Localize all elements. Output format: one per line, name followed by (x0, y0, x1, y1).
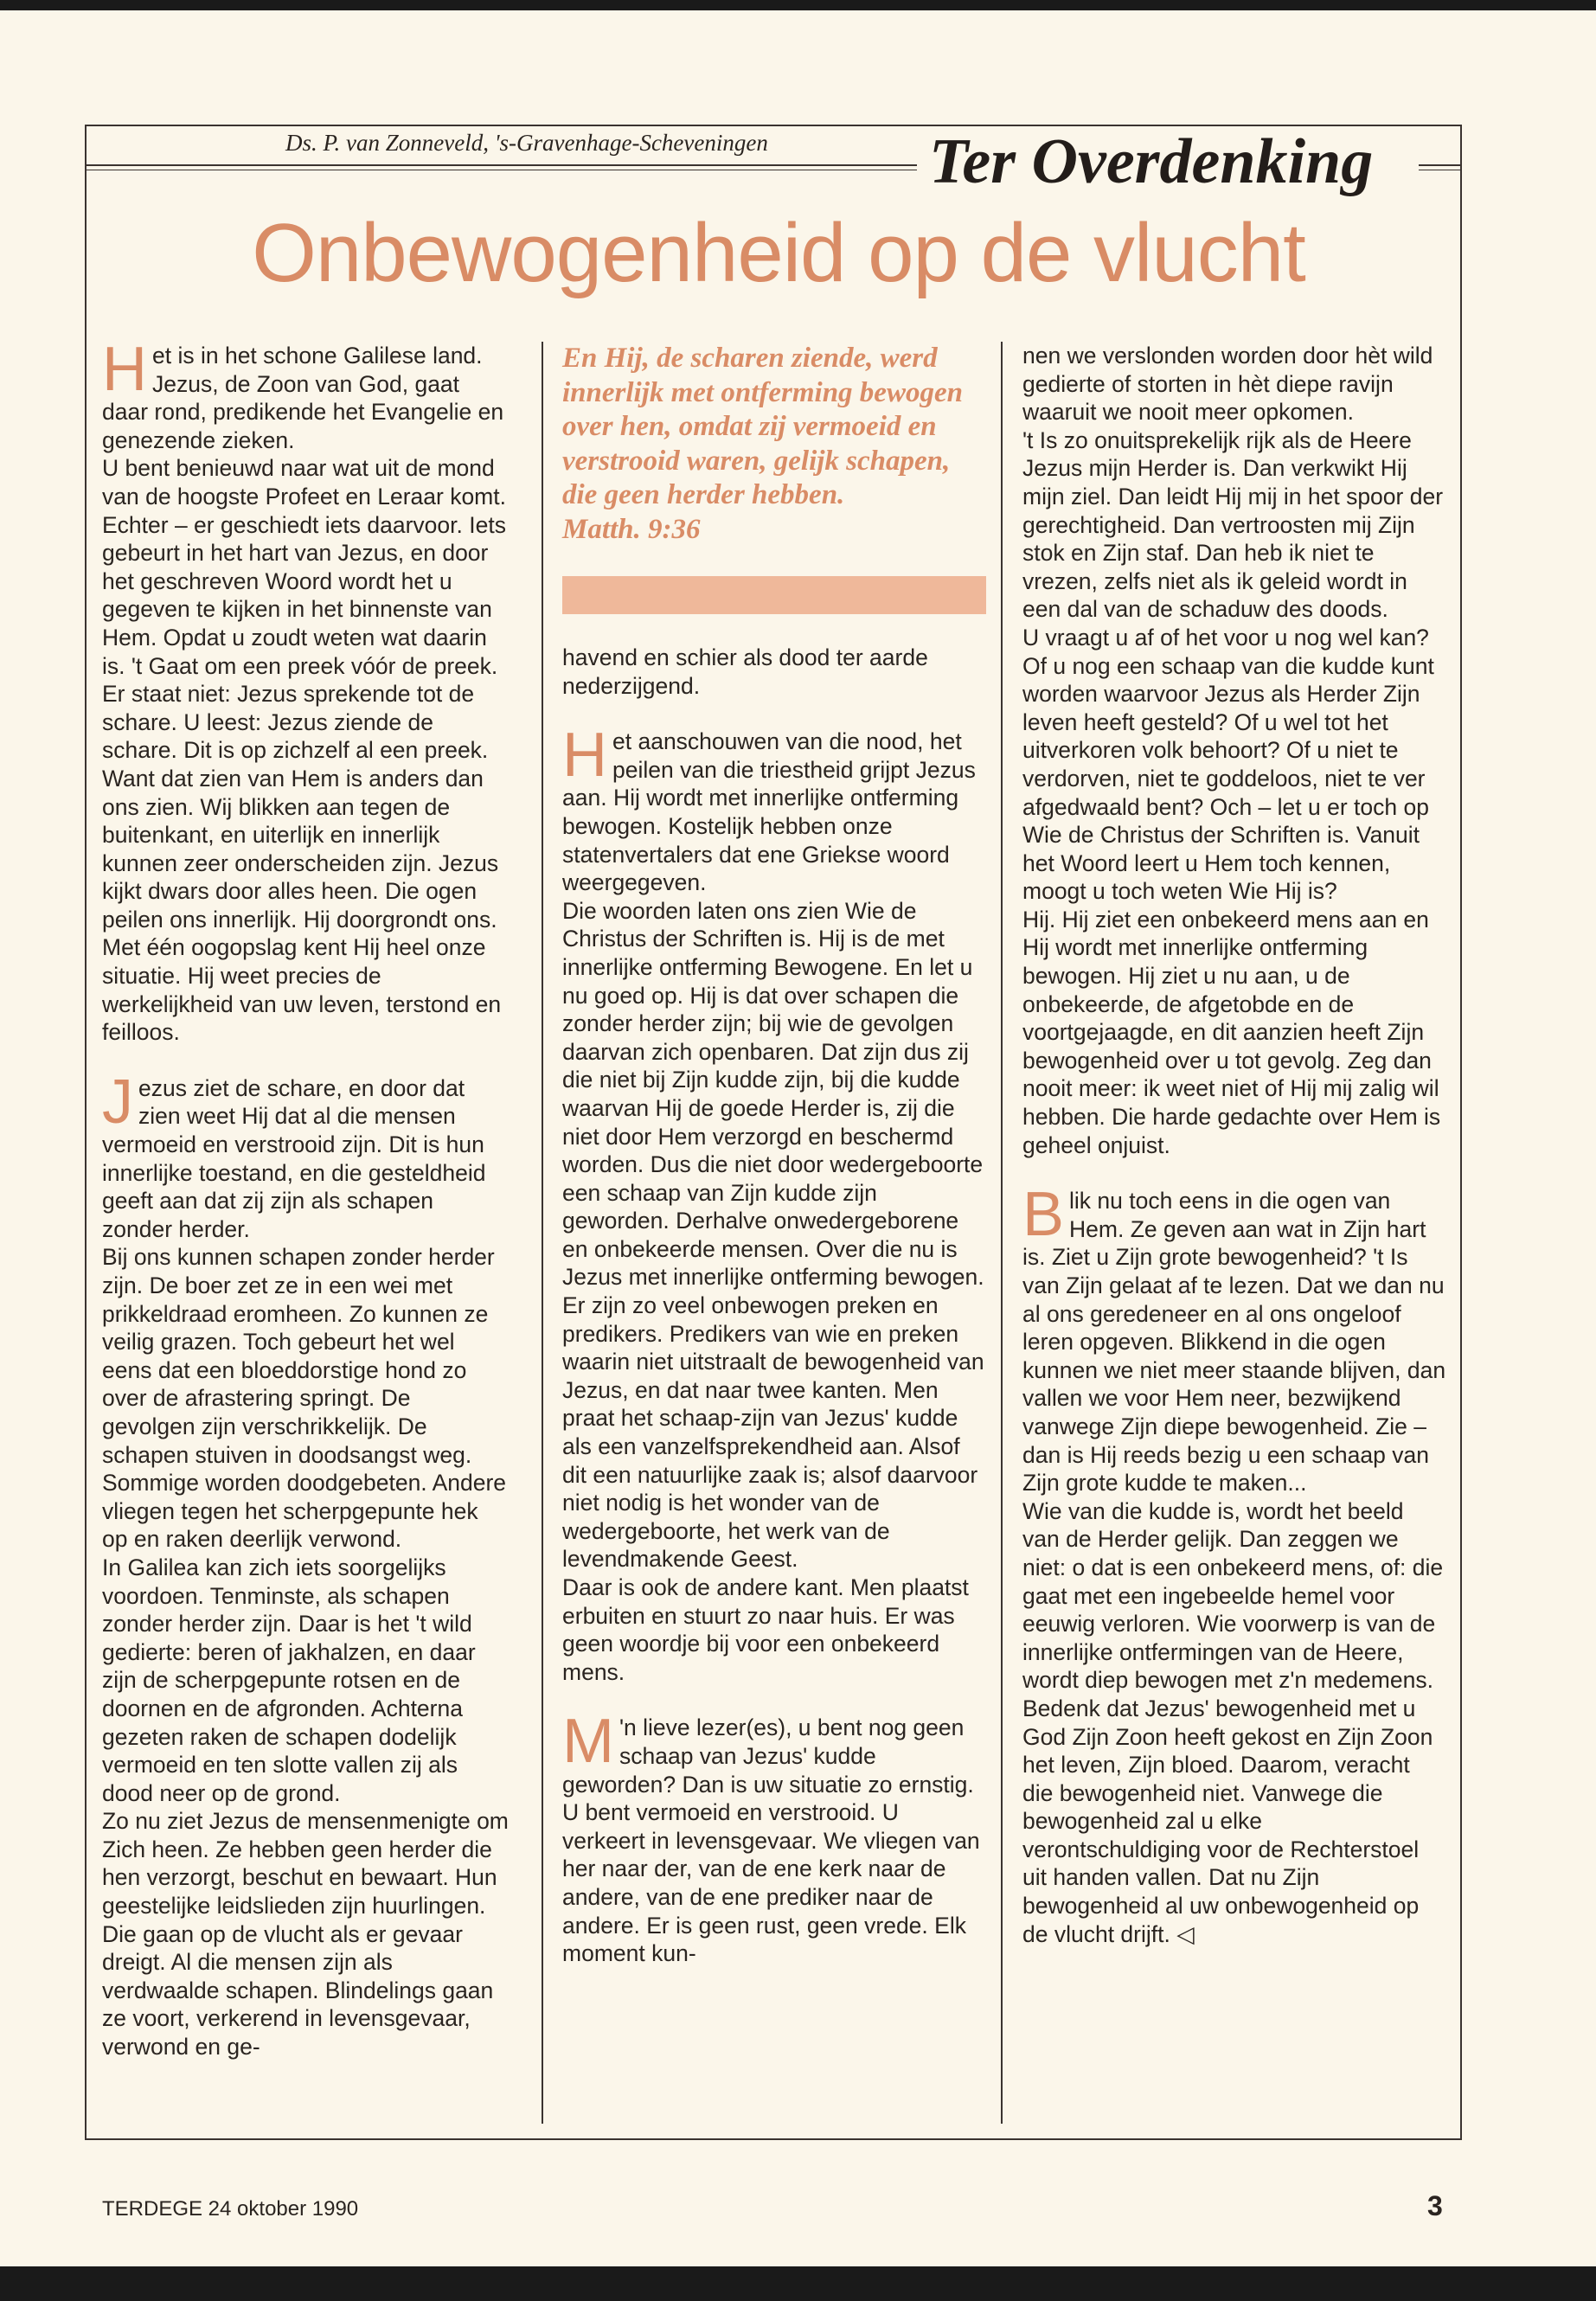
paragraph: U vraagt u af of het voor u nog wel kan? Of u nog een schaap van die kudde kunt worden waarvoor Jezus als Herder Zijn leven heeft gesteld? Of u wel tot het uitverkoren volk behoort? Of u niet te verdorven, niet te goddeloos, niet te ver afgedwaald bent? Och – let u er toch op Wie de Christus der Schriften is. Vanuit het Woord leert u Hem toch kennen, moogt u toch weten Wie Hij is? (1022, 624, 1434, 905)
drop-cap: M (562, 1707, 614, 1777)
drop-cap: H (562, 721, 607, 791)
paragraph: Hij. Hij ziet een onbekeerd mens aan en Hij wordt met innerlijke ontferming bewogen. Hij ziet u nu aan, u de onbekeerde, de afgetobde en de voortgejaagde, en dit aanzien heeft Zijn bewogenheid over u tot gevolg. Zeg dan nooit meer: ik weet niet of Hij mij zalig wil hebben. Die harde gedachte over Hem is geheel onjuist. (1022, 906, 1441, 1158)
article-headline: Onbewogenheid op de vlucht (252, 207, 1305, 299)
pull-quote-reference: Matth. 9:36 (562, 513, 701, 545)
section-kicker: Ter Overdenking (926, 130, 1452, 194)
paragraph: Het is in het schone Galilese land. Jezus, de Zoon van God, gaat daar rond, predikende het Evangelie en genezende zieken. (102, 335, 504, 453)
page-number: 3 (1427, 2190, 1443, 2221)
paragraph: Wie van die kudde is, wordt het beeld van de Herder gelijk. Dan zeggen we niet: o dat is een onbekeerd mens, of: die gaat met een ingebeelde hemel voor eeuwig verloren. Wie voorwerp is van de innerlijke ontfermingen van de Heere, wordt diep bewogen met z'n medemens. (1022, 1497, 1444, 1694)
publication-footer: TERDEGE 24 oktober 1990 (102, 2197, 359, 2221)
top-edge (0, 0, 1596, 10)
paragraph: nen we verslonden worden door hèt wild gedierte of storten in hèt diepe ravijn waaruit we nooit meer opkomen. (1022, 343, 1433, 426)
column-1 (102, 335, 509, 2061)
bottom-edge (0, 2266, 1596, 2301)
paragraph: Jezus ziet de schare, en door dat zien weet Hij dat al die mensen vermoeid en verstrooid zijn. Dit is hun innerlijke toestand, en die gesteldheid geeft aan dat zij zijn als schapen zonder herder. (102, 1067, 486, 1242)
column-3 (1022, 342, 1446, 1948)
paragraph: Blik nu toch eens in die ogen van Hem. Ze geven aan wat in Zijn hart is. Ziet u Zijn grote bewogenheid? 't Is van Zijn gelaat af te lezen. Dat we dan nu al ons geredeneer en al ons ongeloof leren opgeven. Blikkend in die ogen kunnen we niet meer staande blijven, dan vallen we voor Hem neer, bezwijkend vanwege Zijn diepe bewogenheid. Zie – dan is Hij reeds bezig u een schaap van Zijn grote kudde te maken... (1022, 1180, 1446, 1497)
paragraph: Er zijn zo veel onbewogen preken en predikers. Predikers van wie en preken waarin niet uitstraalt de bewogenheid van Jezus, en dat naar twee kanten. Men praat het schaap-zijn van Jezus' kudde als een vanzelfsprekendheid aan. Alsof dit een natuurlijke zaak is; alsof daarvoor niet nodig is het wonder van de wedergeboorte, het werk van de levendmakende Geest. (562, 1292, 984, 1573)
header-rule (87, 164, 917, 166)
column-divider-1 (542, 342, 543, 2124)
kicker-rule (1419, 164, 1462, 166)
paragraph: U bent benieuwd naar wat uit de mond van de hoogste Profeet en Leraar komt. Echter – er geschiedt iets daarvoor. Iets gebeurt in het hart van Jezus, en door het geschreven Woord wordt het u gegeven te kijken in het binnenste van Hem. Opdat u zoudt weten wat daarin is. 't Gaat om een preek vóór de preek. Er staat niet: Jezus sprekende tot de schare. U leest: Jezus ziende de schare. Dit is op zichzelf al een preek. Want dat zien van Hem is anders dan ons zien. Wij blikken aan tegen de buitenkant, en uiterlijk en innerlijk kunnen zeer onderscheiden zijn. Jezus kijkt dwars door alles heen. Die ogen peilen ons innerlijk. Hij doorgrondt ons. Met één oogopslag kent Hij heel onze situatie. Hij weet precies de werkelijkheid van uw leven, terstond en feilloos. (102, 455, 506, 1046)
paragraph: Daar is ook de andere kant. Men plaatst erbuiten en stuurt zo naar huis. Er was geen woordje bij voor een onbekeerd mens. (562, 1574, 969, 1685)
paragraph: havend en schier als dood ter aarde nederzijgend. (562, 644, 928, 699)
column-divider-2 (1001, 342, 1003, 2124)
paragraph: Bedenk dat Jezus' bewogenheid met u God Zijn Zoon heeft gekost en Zijn Zoon het leven, Zijn bloed. Daarom, veracht die bewogenheid niet. Vanwege die bewogenheid zal u elke verontschuldiging voor de Rechterstoel uit handen vallen. Dat nu Zijn bewogenheid al uw onbewogenheid op de vlucht drijft. ◁ (1022, 1695, 1433, 1947)
pull-quote (562, 342, 986, 547)
paragraph: Bij ons kunnen schapen zonder herder zijn. De boer zet ze in een wei met prikkeldraad eromheen. Zo kunnen ze veilig grazen. Toch gebeurt het wel eens dat een bloeddorstige hond zo over de afrastering springt. De gevolgen zijn verschrikkelijk. De schapen stuiven in doodsangst weg. Sommige worden doodgebeten. Andere vliegen tegen het scherpgepunte hek op en raken deerlijk verwond. (102, 1244, 507, 1553)
paragraph: M 'n lieve lezer(es), u bent nog geen schaap van Jezus' kudde geworden? Dan is uw situatie zo ernstig. U bent vermoeid en verstrooid. U verkeert in levensgevaar. We vliegen van her naar der, van de ene kerk naar de andere, van de ene prediker naar de andere. Er is geen rust, geen vrede. Elk moment kun- (562, 1707, 980, 1967)
author-byline: Ds. P. van Zonneveld, 's-Gravenhage-Scheveningen (285, 130, 768, 156)
paragraph: In Galilea kan zich iets soorgelijks voordoen. Tenminste, als schapen zonder herder zijn. Daar is het 't wild gedierte: beren of jakhalzen, en daar zijn de scherpgepunte rotsen en de doornen en de afgronden. Achterna gezeten raken de schapen dodelijk vermoeid en ten slotte vallen zij als dood neer op de grond. (102, 1554, 476, 1806)
drop-cap: B (1022, 1180, 1065, 1250)
column-2 (562, 342, 986, 1968)
paragraph: 't Is zo onuitsprekelijk rijk als de Heere Jezus mijn Herder is. Dan verkwikt Hij mijn ziel. Dan leidt Hij mij in het spoor der gerechtigheid. Dan vertroosten mij Zijn stok en Zijn staf. Dan heb ik niet te vrezen, zelfs niet als ik geleid wordt in een dal van de schaduw des doods. (1022, 426, 1444, 623)
drop-cap: H (102, 335, 147, 404)
paragraph: Zo nu ziet Jezus de mensenmenigte om Zich heen. Ze hebben geen herder die hen verzorgt, beschut en bewaart. Hun geestelijke leidslieden zijn huurlingen. Die gaan op de vlucht als er gevaar dreigt. Al die mensen zijn als verdwaalde schapen. Blindelings gaan ze voort, verkerend in levensgevaar, verwond en ge- (102, 1808, 509, 2061)
paragraph: Die woorden laten ons zien Wie de Christus der Schriften is. Hij is de met innerlijke ontferming Bewogene. En let u nu goed op. Hij is dat over schapen die zonder herder zijn; bij wie de gevolgen daarvan zich openbaren. Dat zijn dus zij die niet bij Zijn kudde zijn, bij die kudde waarvan Hij de goede Herder is, zij die niet door Hem verzorgd en beschermd worden. Dus die niet door wedergeboorte een schaap van Zijn kudde zijn geworden. Derhalve onwedergeborene en onbekeerde mensen. Over die nu is Jezus met innerlijke ontferming bewogen. (562, 897, 984, 1291)
drop-cap: J (102, 1067, 133, 1137)
pull-quote-text: En Hij, de scharen ziende, werd innerlijk met ontferming bewogen over hen, omdat zij vermoeid en verstrooid waren, gelijk schapen, die geen herder hebben. (562, 343, 963, 510)
paragraph: Het aanschouwen van die nood, het peilen van die triestheid grijpt Jezus aan. Hij wordt met innerlijke ontferming bewogen. Kostelijk hebben onze statenvertalers dat ene Griekse woord weergegeven. (562, 721, 976, 896)
pull-quote-bar (562, 576, 986, 614)
